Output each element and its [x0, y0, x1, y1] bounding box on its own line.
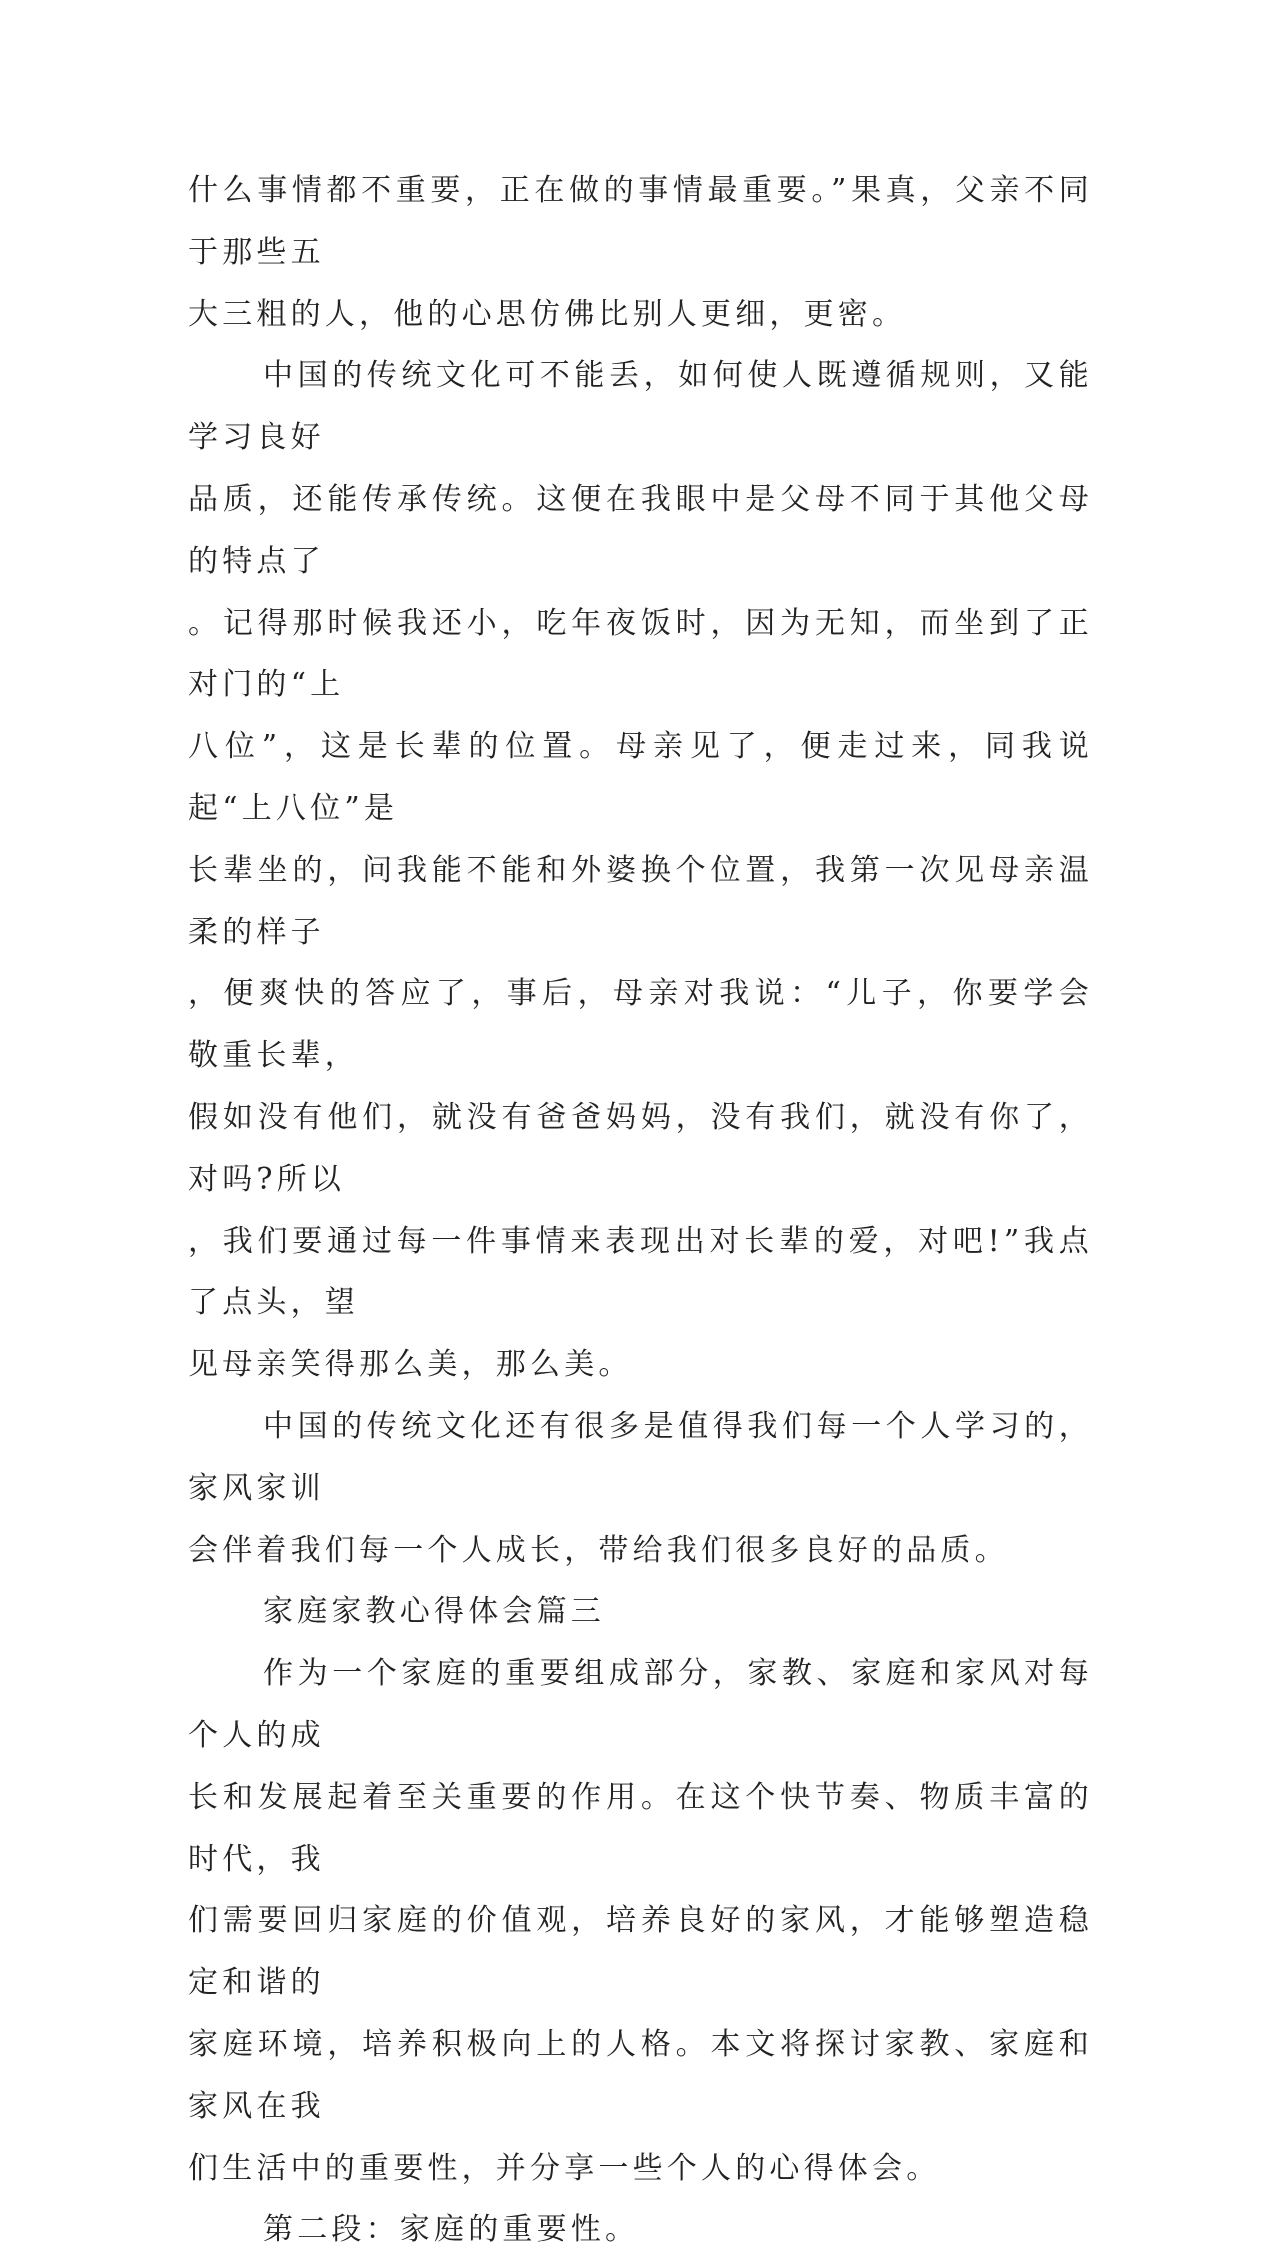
line: ，我们要通过每一件事情来表现出对长辈的爱，对吧!”我点了点头，望 [188, 1223, 1093, 1321]
line: 会伴着我们每一个人成长，带给我们很多良好的品质。 [188, 1532, 1009, 1568]
line: 品质，还能传承传统。这便在我眼中是父母不同于其他父母的特点了 [188, 481, 1093, 579]
paragraph-tradition [188, 345, 1093, 1396]
line: 假如没有他们，就没有爸爸妈妈，没有我们，就没有你了，对吗?所以 [188, 1099, 1093, 1197]
line: 们生活中的重要性，并分享一些个人的心得体会。 [188, 2150, 941, 2186]
heading-text: 家庭家教心得体会篇三 [263, 1594, 605, 1630]
line: 中国的传统文化可不能丢，如何使人既遵循规则，又能学习良好 [188, 358, 1093, 456]
paragraph-intro [188, 1643, 1093, 2199]
line: 八位”，这是长辈的位置。母亲见了，便走过来，同我说起“上八位”是 [188, 729, 1093, 826]
paragraph-continuation [188, 160, 1093, 345]
line: 长辈坐的，问我能不能和外婆换个位置，我第一次见母亲温柔的样子 [188, 852, 1093, 950]
line: 中国的传统文化还有很多是值得我们每一个人学习的，家风家训 [188, 1408, 1093, 1506]
line: 长和发展起着至关重要的作用。在这个快节奏、物质丰富的时代，我 [188, 1779, 1093, 1877]
document-body [188, 160, 1093, 2261]
line: 见母亲笑得那么美，那么美。 [188, 1347, 633, 1383]
line: 作为一个家庭的重要组成部分，家教、家庭和家风对每个人的成 [188, 1656, 1093, 1753]
line: 。记得那时候我还小，吃年夜饭时，因为无知，而坐到了正对门的“上 [188, 605, 1093, 703]
line: 们需要回归家庭的价值观，培养良好的家风，才能够塑造稳定和谐的 [188, 1903, 1093, 2001]
line: 大三粗的人，他的心思仿佛比别人更细，更密。 [188, 296, 907, 332]
heading-text: 第二段：家庭的重要性。 [263, 2212, 640, 2248]
subsection-heading [188, 2199, 1093, 2261]
line: ，便爽快的答应了，事后，母亲对我说：“儿子，你要学会敬重长辈， [188, 976, 1093, 1074]
section-heading [188, 1581, 1093, 1643]
line: 家庭环境，培养积极向上的人格。本文将探讨家教、家庭和家风在我 [188, 2026, 1093, 2124]
line: 什么事情都不重要，正在做的事情最重要。”果真，父亲不同于那些五 [188, 173, 1093, 270]
paragraph-culture [188, 1396, 1093, 1581]
